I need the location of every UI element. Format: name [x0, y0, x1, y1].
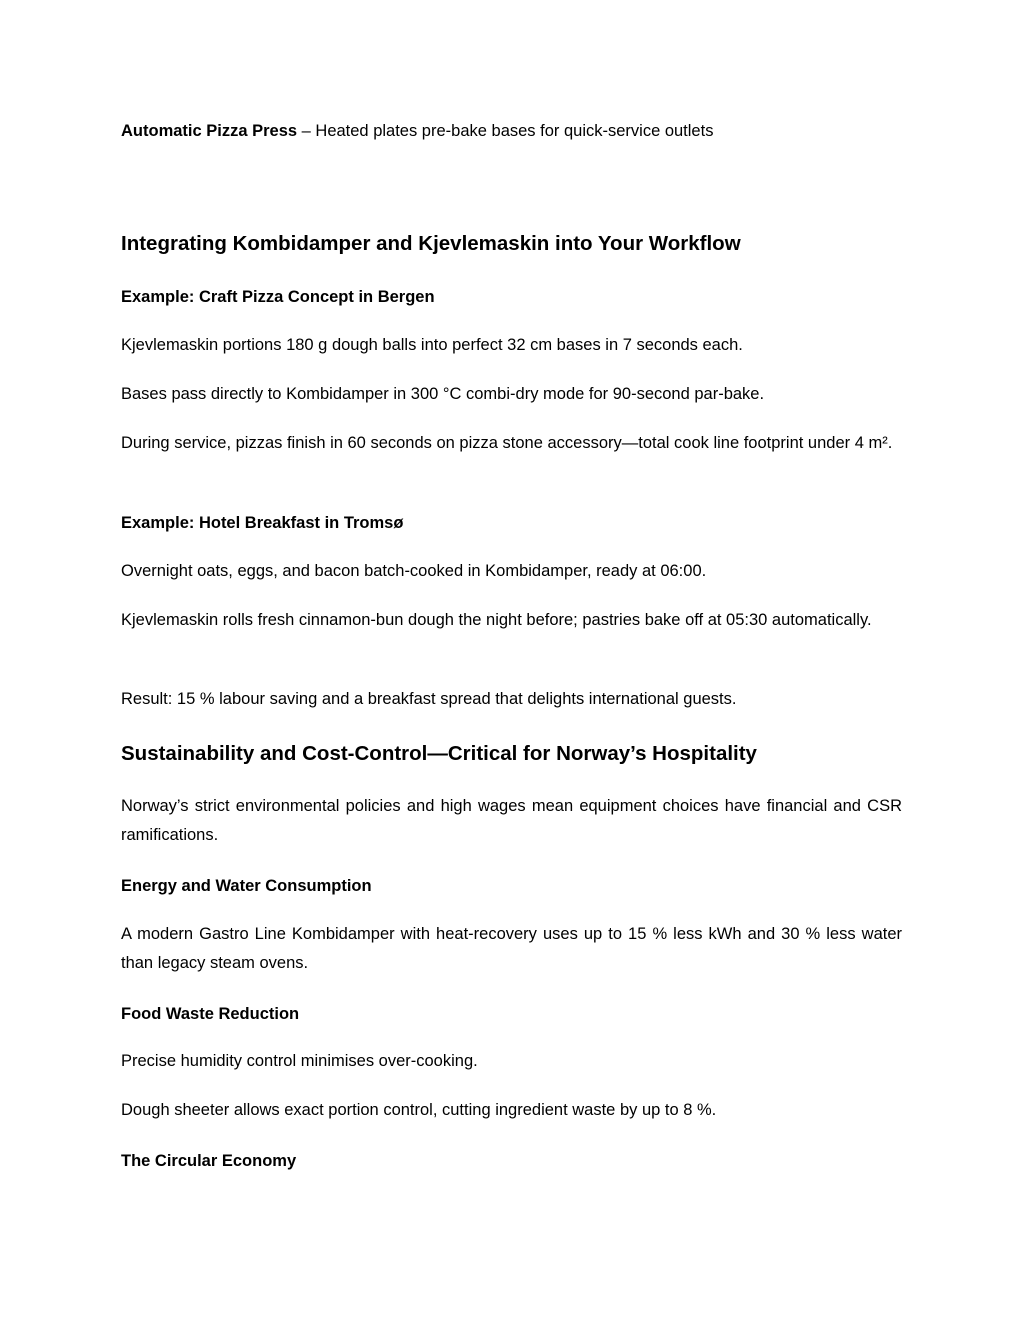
document-page	[121, 0, 902, 1325]
paragraph-breakfast-2: Kjevlemaskin rolls fresh cinnamon-bun dough the night before; pastries bake off at 05:30 automatically.	[121, 611, 872, 629]
section-heading-sustainability: Sustainability and Cost‐Control—Critical for Norway’s Hospitality	[121, 742, 757, 765]
paragraph-food-waste-2: Dough sheeter allows exact portion control, cutting ingredient waste by up to 8 %.	[121, 1101, 717, 1119]
subheading-pizza-example: Example: Craft Pizza Concept in Bergen	[121, 288, 435, 306]
subheading-food-waste: Food Waste Reduction	[121, 1005, 300, 1023]
section-heading-workflow: Integrating Kombidamper and Kjevlemaskin into Your Workflow	[121, 232, 741, 255]
subheading-breakfast-example: Example: Hotel Breakfast in Tromsø	[121, 514, 404, 532]
intro-paragraph	[121, 117, 902, 146]
paragraph-breakfast-1: Overnight oats, eggs, and bacon batch-cooked in Kombidamper, ready at 06:00.	[121, 562, 707, 580]
subheading-energy-water: Energy and Water Consumption	[121, 877, 372, 895]
paragraph-pizza-3: During service, pizzas finish in 60 seconds on pizza stone accessory—total cook line footprint under 4 m².	[121, 434, 893, 452]
paragraph-energy-water: A modern Gastro Line Kombidamper with heat-recovery uses up to 15 % less kWh and 30 % less water than legacy steam ovens.	[121, 925, 902, 972]
paragraph-breakfast-3: Result: 15 % labour saving and a breakfast spread that delights international guests.	[121, 690, 737, 708]
paragraph-pizza-1: Kjevlemaskin portions 180 g dough balls into perfect 32 cm bases in 7 seconds each.	[121, 336, 743, 354]
intro-text: – Heated plates pre-bake bases for quick-service outlets	[297, 122, 714, 140]
paragraph-sustainability-intro: Norway’s strict environmental policies and high wages mean equipment choices have financial and CSR ramifications.	[121, 797, 902, 844]
subheading-circular-economy: The Circular Economy	[121, 1152, 297, 1170]
paragraph-food-waste-1: Precise humidity control minimises over-cooking.	[121, 1052, 478, 1070]
intro-label: Automatic Pizza Press	[121, 122, 298, 140]
paragraph-pizza-2: Bases pass directly to Kombidamper in 300 °C combi-dry mode for 90-second par-bake.	[121, 385, 765, 403]
